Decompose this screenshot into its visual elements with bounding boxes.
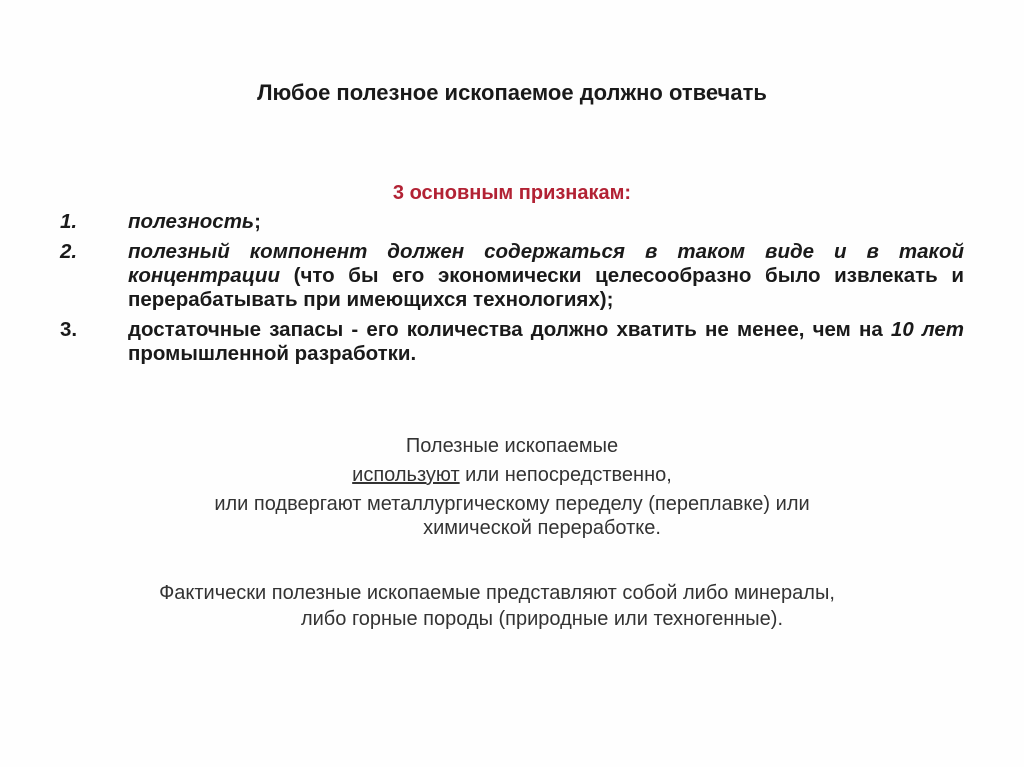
usage-line-2 bbox=[0, 462, 1024, 488]
list-item-number: 1. bbox=[60, 210, 78, 233]
list-item bbox=[58, 240, 964, 312]
usage-paragraph bbox=[0, 433, 1024, 540]
list-item-italic-text: полезный компонент должен содержаться в таком виде и в такой концентрации bbox=[128, 240, 964, 287]
usage-line-4: химической переработке. bbox=[423, 517, 661, 539]
slide-subtitle: 3 основным признакам: bbox=[392, 182, 632, 204]
criteria-list bbox=[58, 210, 964, 372]
underlined-word: используют bbox=[352, 464, 460, 486]
list-item-text: (что бы его экономически целесообразно было извлекать и перерабатывать при имеющихся технологиях); bbox=[128, 264, 964, 311]
fact-line-2: либо горные породы (природные или техногенные). bbox=[300, 608, 784, 630]
list-item-text-end: промышленной разработки. bbox=[128, 342, 417, 365]
list-item-italic-text: полезность bbox=[128, 210, 255, 233]
list-item bbox=[58, 318, 964, 366]
usage-line-1: Полезные ископаемые bbox=[405, 435, 619, 457]
list-item-number: 3. bbox=[60, 318, 78, 341]
usage-line-3: или подвергают металлургическому переделу (переплавке) или bbox=[214, 493, 810, 515]
usage-line-2-rest: или непосредственно, bbox=[459, 464, 672, 486]
list-item-text: достаточные запасы - его количества должно хватить не менее, чем на bbox=[128, 318, 891, 341]
slide-title: Любое полезное ископаемое должно отвечать bbox=[257, 80, 767, 105]
list-item-italic-text: 10 лет bbox=[890, 318, 965, 341]
list-item bbox=[58, 210, 964, 234]
fact-paragraph bbox=[0, 580, 1024, 632]
list-item-number: 2. bbox=[60, 240, 78, 263]
fact-line-1: Фактически полезные ископаемые представляют собой либо минералы, bbox=[159, 582, 835, 604]
list-item-text: ; bbox=[254, 210, 261, 233]
